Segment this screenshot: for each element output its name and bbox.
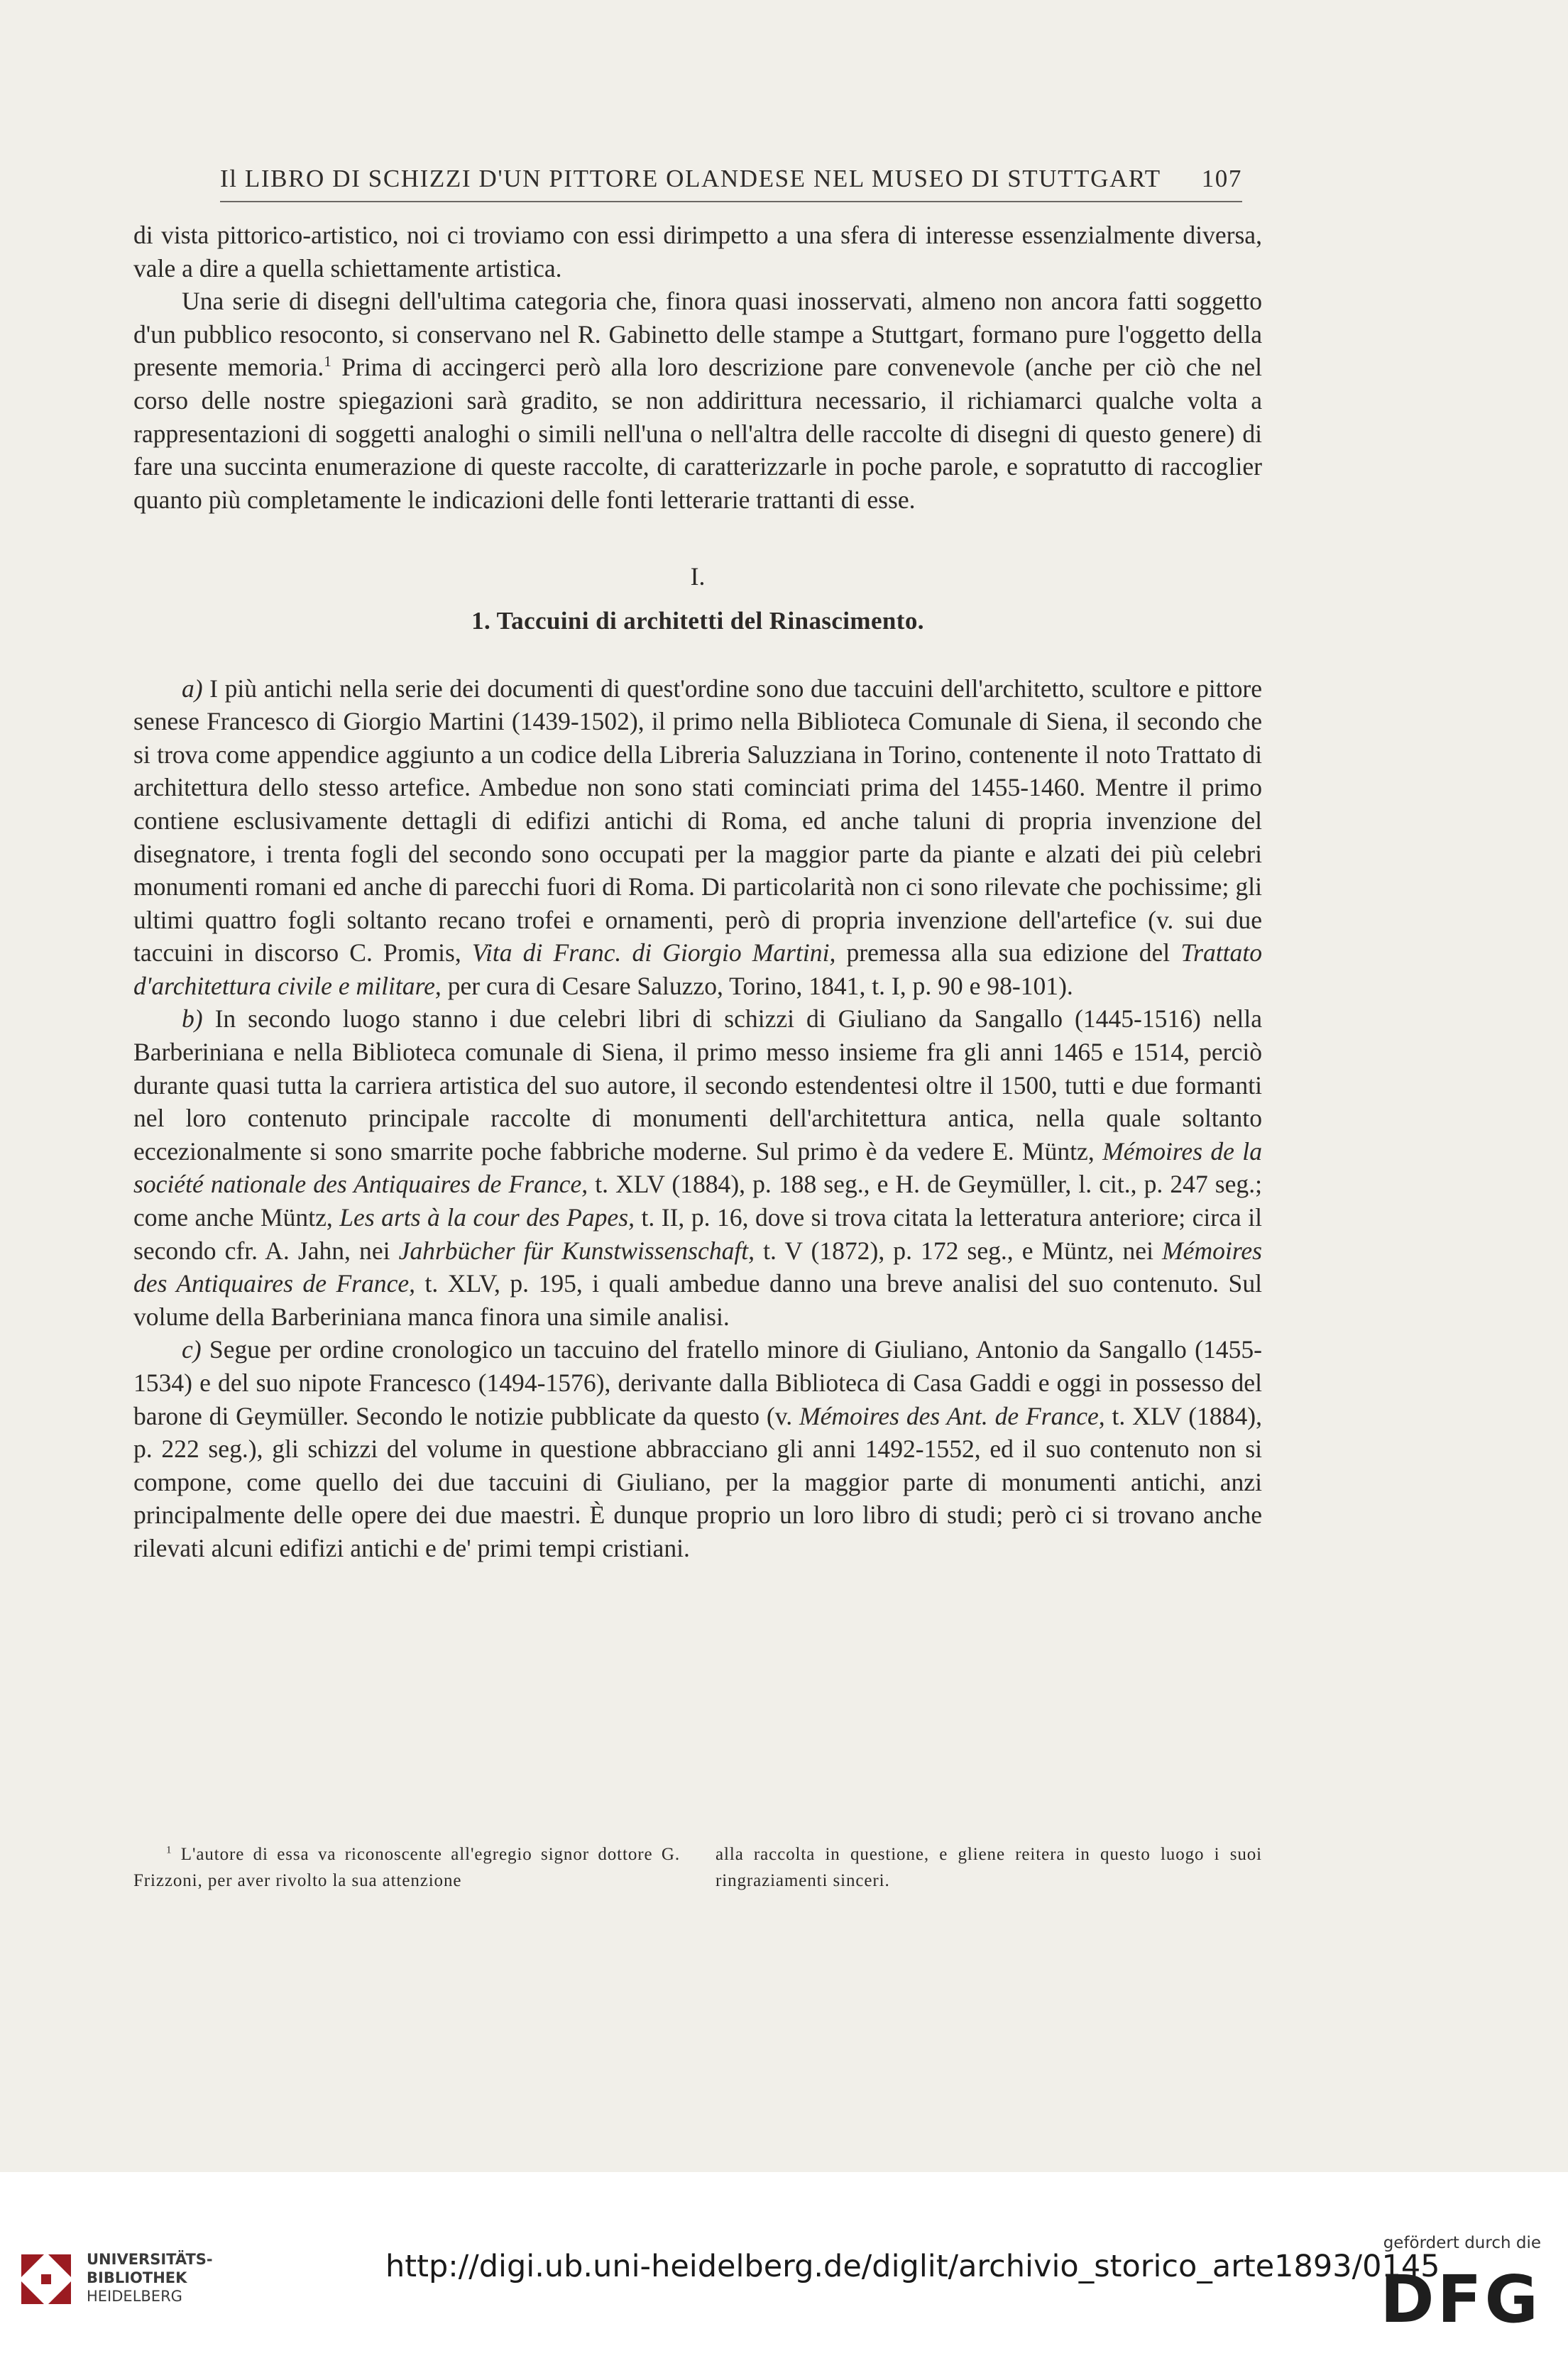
running-header bbox=[220, 165, 1242, 193]
library-name[interactable]: UNIVERSITÄTS- BIBLIOTHEK HEIDELBERG bbox=[87, 2251, 213, 2305]
page-number: 107 bbox=[1201, 165, 1242, 192]
paragraph-2: Una serie di disegni dell'ultima categoria che, finora quasi inosservati, almeno non ancora fatti soggetto d'un pubblico resoconto, si conservano nel R. Gabinetto delle stampe a Stuttgart, formano pure l'oggetto della presente memoria.$^1$ Prima di accingerci però alla loro descrizione pare convenevole (anche per ciò che nel corso delle nostre spiegazioni sarà gradito, se non addirittura necessario, il richiamarci qualche volta a rappresentazioni di soggetti analoghi o simili nell'una o nell'altra delle raccolte di disegni di questo genere) di fare una succinta enumerazione di queste raccolte, di caratterizzarle in poche parole, e sopratutto di raccoglier quanto più completamente le indicazioni delle fonti letterarie trattanti di esse. bbox=[133, 287, 1262, 514]
footnote-right-column: alla raccolta in questione, e gliene reitera in questo luogo i suoi ringraziamenti sinceri. bbox=[716, 1845, 1262, 1890]
footnote-left-column: $^1$ L'autore di essa va riconoscente all'egregio signor dottore G. Frizzoni, per aver rivolto la sua attenzione bbox=[133, 1844, 680, 1890]
funder-caption: gefördert durch die bbox=[1383, 2234, 1541, 2252]
running-title: Il LIBRO DI SCHIZZI D'UN PITTORE OLANDESE NEL MUSEO DI STUTTGART bbox=[220, 165, 1161, 192]
paragraph-a: a) I più antichi nella serie dei documenti di quest'ordine sono due taccuini dell'architetto, scultore e pittore senese Francesco di Giorgio Martini (1439-1502), il primo nella Biblioteca Comunale di Siena, il secondo che si trova come appendice aggiunto a un codice della Libreria Saluzziana in Torino, contenente il noto Trattato di architettura dello stesso artefice. Ambedue non sono stati cominciati prima del 1455-1460. Mentre il primo contiene esclusivamente dettagli di edifizi antichi di Roma, ed anche taluni di propria invenzione del disegnatore, i trenta fogli del secondo sono occupati per la maggior parte da piante e alzati dei più celebri monumenti romani ed anche di parecchi fuori di Roma. Di particolarità non ci sono rilevate che pochissime; gli ultimi quattro fogli soltanto recano trofei e ornamenti, però di propria invenzione dell'artefice (v. sui due taccuini in discorso C. Promis, Vita di Franc. di Giorgio Martini, premessa alla sua edizione del Trattato d'architettura civile e militare, per cura di Cesare Saluzzo, Torino, 1841, t. I, p. 90 e 98-101). bbox=[133, 674, 1263, 1000]
dfg-logo[interactable]: DFG bbox=[1380, 2261, 1541, 2337]
footnotes bbox=[133, 1841, 1262, 1894]
footnote-ref[interactable]: 1 bbox=[324, 353, 331, 371]
paragraph-1: di vista pittorico-artistico, noi ci troviamo con essi dirimpetto a una sfera di interesse essenzialmente diversa, vale a dire a quella schiettamente artistica. bbox=[133, 221, 1262, 283]
digitization-footer bbox=[0, 2172, 1568, 2363]
permalink-url[interactable]: http://digi.ub.uni-heidelberg.de/diglit/archivio_storico_arte1893/0145 bbox=[385, 2249, 1440, 2284]
section-number: I. bbox=[690, 562, 706, 591]
paragraph-b: b) In secondo luogo stanno i due celebri libri di schizzi di Giuliano da Sangallo (1445-1516) nella Barberiniana e nella Biblioteca comunale di Siena, il primo messo insieme fra gli anni 1465 e 1514, perciò durante quasi tutta la carriera artistica del suo autore, il secondo estendentesi oltre il 1500, tutti e due formanti nel loro contenuto principale raccolte di monumenti dell'architettura antica, nella quale soltanto eccezionalmente si sono smarrite poche fabbriche moderne. Sul primo è da vedere E. Müntz, Mémoires de la société nationale des Antiquaires de France, t. XLV (1884), p. 188 seg., e H. de Geymüller, l. cit., p. 247 seg.; come anche Müntz, Les arts à la cour des Papes, t. II, p. 16, dove si trova citata la letteratura anteriore; circa il secondo cfr. A. Jahn, nei Jahrbücher für Kunstwissenschaft, t. V (1872), p. 172 seg., e Müntz, nei Mémoires des Antiquaires de France, t. XLV, p. 195, i quali ambedue danno una breve analisi del suo contenuto. Sul volume della Barberiniana manca finora una simile analisi. bbox=[133, 1004, 1262, 1331]
paragraph-c: c) Segue per ordine cronologico un taccuino del fratello minore di Giuliano, Antonio da Sangallo (1455-1534) e del suo nipote Francesco (1494-1576), derivante dalla Biblioteca di Casa Gaddi e oggi in possesso del barone di Geymüller. Secondo le notizie pubblicate da questo (v. Mémoires des Ant. de France, t. XLV (1884), p. 222 seg.), gli schizzi del volume in questione abbracciano gli anni 1492-1552, ed il suo contenuto non si compone, come quello dei due taccuini di Giuliano, per la maggior parte di monumenti antichi, anzi principalmente delle opere dei due maestri. È dunque proprio un loro libro di studi; però ci si trovano anche rilevati alcuni edifizi antichi e de' primi tempi cristiani. bbox=[133, 1335, 1262, 1562]
header-rule bbox=[220, 201, 1242, 202]
section-title: 1. Taccuini di architetti del Rinascimento. bbox=[471, 606, 924, 635]
university-library-logo-icon[interactable] bbox=[16, 2249, 77, 2310]
body-text bbox=[133, 219, 1262, 1565]
